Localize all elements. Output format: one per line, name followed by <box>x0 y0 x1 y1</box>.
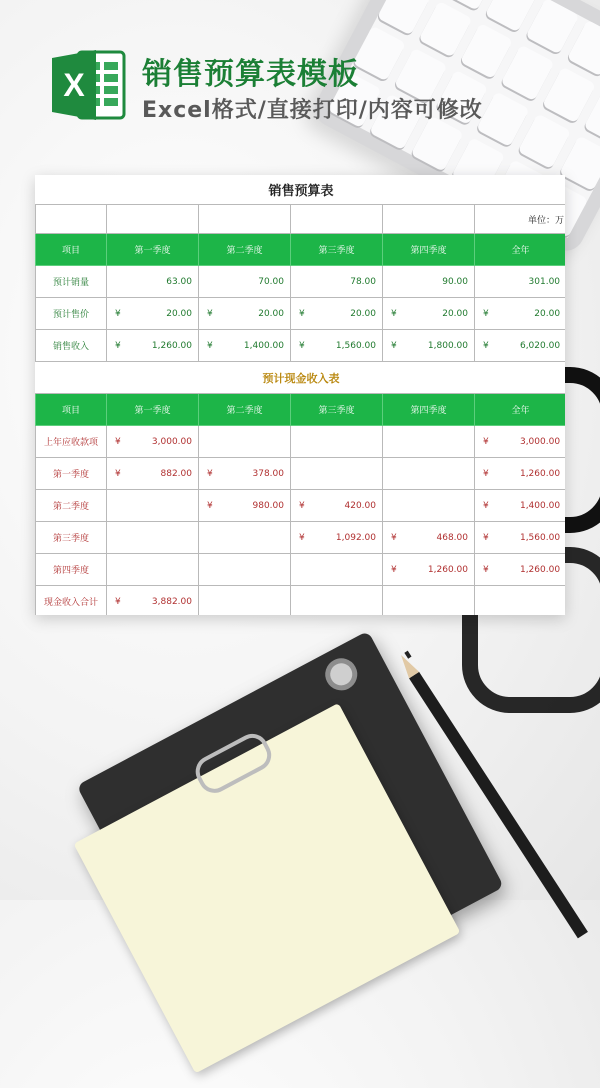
value-cell[interactable] <box>383 458 475 490</box>
row-label[interactable]: 销售收入 <box>36 330 107 362</box>
value-wrap <box>297 309 376 319</box>
table-row <box>36 458 566 490</box>
column-header[interactable]: 第四季度 <box>383 394 475 426</box>
value-wrap <box>113 597 192 607</box>
cell-value: 1,400.00 <box>519 500 561 511</box>
currency-symbol: ¥ <box>115 436 121 447</box>
value-cell[interactable] <box>383 298 475 330</box>
value-wrap <box>481 533 560 543</box>
currency-symbol: ¥ <box>483 468 489 479</box>
currency-symbol <box>481 277 483 287</box>
currency-symbol: ¥ <box>391 564 397 575</box>
value-cell[interactable] <box>107 586 199 616</box>
currency-symbol: ¥ <box>115 596 121 607</box>
currency-symbol: ¥ <box>207 500 213 511</box>
row-label[interactable]: 第二季度 <box>36 490 107 522</box>
value-cell[interactable] <box>291 266 383 298</box>
currency-symbol: ¥ <box>207 308 213 319</box>
value-cell[interactable] <box>475 554 566 586</box>
header <box>50 45 570 125</box>
row-label[interactable]: 第四季度 <box>36 554 107 586</box>
cell-value: 980.00 <box>252 500 284 511</box>
value-wrap <box>205 341 284 351</box>
column-header[interactable]: 第四季度 <box>383 234 475 266</box>
value-cell[interactable] <box>291 330 383 362</box>
value-cell[interactable] <box>383 490 475 522</box>
currency-symbol: ¥ <box>299 532 305 543</box>
cell-value: 1,260.00 <box>151 340 192 351</box>
value-cell[interactable] <box>107 298 199 330</box>
value-cell[interactable] <box>291 586 383 616</box>
column-header[interactable]: 第一季度 <box>107 234 199 266</box>
budget-table <box>35 175 565 615</box>
column-header[interactable]: 全年 <box>475 234 566 266</box>
cell-value: 1,092.00 <box>335 532 376 543</box>
value-cell[interactable] <box>199 458 291 490</box>
currency-symbol: ¥ <box>391 308 397 319</box>
cash-table-title: 预计现金收入表 <box>36 362 566 394</box>
value-wrap <box>205 277 284 287</box>
cell-value: 20.00 <box>534 308 561 319</box>
cell-value: 70.00 <box>258 276 284 287</box>
cell-value: 20.00 <box>350 308 376 319</box>
value-cell[interactable] <box>383 266 475 298</box>
value-cell[interactable] <box>291 490 383 522</box>
value-cell[interactable] <box>199 586 291 616</box>
value-cell[interactable] <box>199 522 291 554</box>
page-title: 销售预算表模板 <box>142 57 359 92</box>
cell-value: 20.00 <box>166 308 192 319</box>
currency-symbol: ¥ <box>115 340 121 351</box>
value-cell[interactable] <box>383 554 475 586</box>
value-cell[interactable] <box>107 426 199 458</box>
value-cell[interactable] <box>291 458 383 490</box>
value-cell[interactable] <box>383 586 475 616</box>
sheet-title: 销售预算表 <box>36 175 566 205</box>
currency-symbol: ¥ <box>115 308 121 319</box>
cash-header-row <box>36 394 566 426</box>
row-label[interactable]: 第一季度 <box>36 458 107 490</box>
cell-value: 78.00 <box>350 276 376 287</box>
cell-value: 1,260.00 <box>519 468 561 479</box>
excel-logo-icon <box>50 48 126 122</box>
value-cell[interactable] <box>475 426 566 458</box>
notebook-image <box>14 596 526 1061</box>
cell-value: 420.00 <box>344 500 376 511</box>
table-row <box>36 586 566 616</box>
value-cell[interactable] <box>383 426 475 458</box>
cell-value: 3,000.00 <box>151 436 192 447</box>
value-cell[interactable] <box>291 522 383 554</box>
value-wrap <box>113 341 192 351</box>
cell-value: 882.00 <box>160 468 192 479</box>
value-cell[interactable] <box>475 522 566 554</box>
currency-symbol <box>113 277 115 287</box>
value-cell[interactable] <box>291 426 383 458</box>
row-label[interactable]: 现金收入合计 <box>36 586 107 616</box>
column-header[interactable]: 项目 <box>36 394 107 426</box>
value-wrap <box>205 309 284 319</box>
column-header[interactable]: 第二季度 <box>199 234 291 266</box>
currency-symbol <box>389 277 391 287</box>
table-row <box>36 266 566 298</box>
value-wrap <box>481 437 560 447</box>
table-body <box>36 175 566 615</box>
column-header[interactable]: 第三季度 <box>291 394 383 426</box>
value-wrap <box>205 501 284 511</box>
value-cell[interactable] <box>475 266 566 298</box>
currency-symbol: ¥ <box>299 308 305 319</box>
value-wrap <box>481 565 560 575</box>
value-wrap <box>481 277 560 287</box>
table-row <box>36 490 566 522</box>
cell[interactable] <box>383 205 475 234</box>
value-cell[interactable] <box>291 554 383 586</box>
unit-row <box>36 205 566 234</box>
value-wrap <box>205 469 284 479</box>
currency-symbol: ¥ <box>483 500 489 511</box>
cell[interactable] <box>291 205 383 234</box>
value-wrap <box>297 533 376 543</box>
cell-value: 378.00 <box>252 468 284 479</box>
cell-value: 6,020.00 <box>519 340 561 351</box>
page-subtitle: Excel格式/直接打印/内容可修改 <box>142 98 483 123</box>
value-cell[interactable] <box>475 458 566 490</box>
logo-letter: X <box>63 67 85 103</box>
column-header[interactable]: 第二季度 <box>199 394 291 426</box>
currency-symbol: ¥ <box>483 564 489 575</box>
value-wrap <box>113 469 192 479</box>
value-wrap <box>481 501 560 511</box>
cell-value: 90.00 <box>442 276 468 287</box>
cell-value: 3,000.00 <box>519 436 561 447</box>
value-cell[interactable] <box>107 330 199 362</box>
currency-symbol: ¥ <box>483 436 489 447</box>
currency-symbol: ¥ <box>483 532 489 543</box>
value-cell[interactable] <box>199 266 291 298</box>
currency-symbol: ¥ <box>483 340 489 351</box>
cell-value: 20.00 <box>258 308 284 319</box>
cell-value: 3,882.00 <box>151 596 192 607</box>
currency-symbol <box>205 277 207 287</box>
currency-symbol: ¥ <box>483 308 489 319</box>
title-row <box>36 175 566 205</box>
value-wrap <box>389 277 468 287</box>
unit-label[interactable]: 单位：万 <box>475 205 566 234</box>
value-cell[interactable] <box>475 490 566 522</box>
currency-symbol: ¥ <box>299 500 305 511</box>
row-label[interactable]: 预计售价 <box>36 298 107 330</box>
table-row <box>36 330 566 362</box>
value-cell[interactable] <box>199 426 291 458</box>
value-cell[interactable] <box>107 458 199 490</box>
value-wrap <box>481 341 560 351</box>
cell-value: 468.00 <box>436 532 468 543</box>
value-cell[interactable] <box>107 490 199 522</box>
row-label[interactable]: 第三季度 <box>36 522 107 554</box>
table-row <box>36 522 566 554</box>
value-wrap <box>297 277 376 287</box>
cell-value: 1,560.00 <box>519 532 561 543</box>
value-wrap <box>297 341 376 351</box>
value-wrap <box>481 469 560 479</box>
value-cell[interactable] <box>107 266 199 298</box>
cell-value: 1,800.00 <box>427 340 468 351</box>
value-cell[interactable] <box>291 298 383 330</box>
value-wrap <box>481 309 560 319</box>
cell-value: 301.00 <box>528 276 561 287</box>
currency-symbol <box>297 277 299 287</box>
currency-symbol: ¥ <box>391 340 397 351</box>
column-header[interactable]: 第一季度 <box>107 394 199 426</box>
value-cell[interactable] <box>199 330 291 362</box>
value-cell[interactable] <box>199 554 291 586</box>
value-cell[interactable] <box>199 490 291 522</box>
cell-value: 63.00 <box>166 276 192 287</box>
cell[interactable] <box>107 205 199 234</box>
value-wrap <box>113 277 192 287</box>
currency-symbol: ¥ <box>299 340 305 351</box>
value-cell[interactable] <box>475 330 566 362</box>
value-cell[interactable] <box>383 522 475 554</box>
value-wrap <box>297 501 376 511</box>
cell-value: 1,400.00 <box>243 340 284 351</box>
cash-title-row <box>36 362 566 394</box>
cell[interactable] <box>36 205 107 234</box>
column-header[interactable]: 全年 <box>475 394 566 426</box>
currency-symbol: ¥ <box>207 340 213 351</box>
table-row <box>36 426 566 458</box>
currency-symbol: ¥ <box>391 532 397 543</box>
currency-symbol: ¥ <box>115 468 121 479</box>
cell-value: 20.00 <box>442 308 468 319</box>
value-wrap <box>389 341 468 351</box>
row-label[interactable]: 预计销量 <box>36 266 107 298</box>
value-wrap <box>389 533 468 543</box>
key <box>559 135 600 191</box>
value-cell[interactable] <box>475 586 566 616</box>
row-label[interactable]: 上年应收款项 <box>36 426 107 458</box>
value-cell[interactable] <box>107 554 199 586</box>
column-header[interactable]: 项目 <box>36 234 107 266</box>
cell-value: 1,560.00 <box>335 340 376 351</box>
value-wrap <box>113 309 192 319</box>
value-cell[interactable] <box>107 522 199 554</box>
value-wrap <box>113 437 192 447</box>
cell-value: 1,260.00 <box>519 564 561 575</box>
cell[interactable] <box>199 205 291 234</box>
cell-value: 1,260.00 <box>427 564 468 575</box>
budget-header-row <box>36 234 566 266</box>
value-wrap <box>389 309 468 319</box>
value-cell[interactable] <box>199 298 291 330</box>
value-wrap <box>389 565 468 575</box>
value-cell[interactable] <box>475 298 566 330</box>
table-row <box>36 554 566 586</box>
table-row <box>36 298 566 330</box>
currency-symbol: ¥ <box>207 468 213 479</box>
spreadsheet-card <box>35 175 565 615</box>
value-cell[interactable] <box>383 330 475 362</box>
column-header[interactable]: 第三季度 <box>291 234 383 266</box>
